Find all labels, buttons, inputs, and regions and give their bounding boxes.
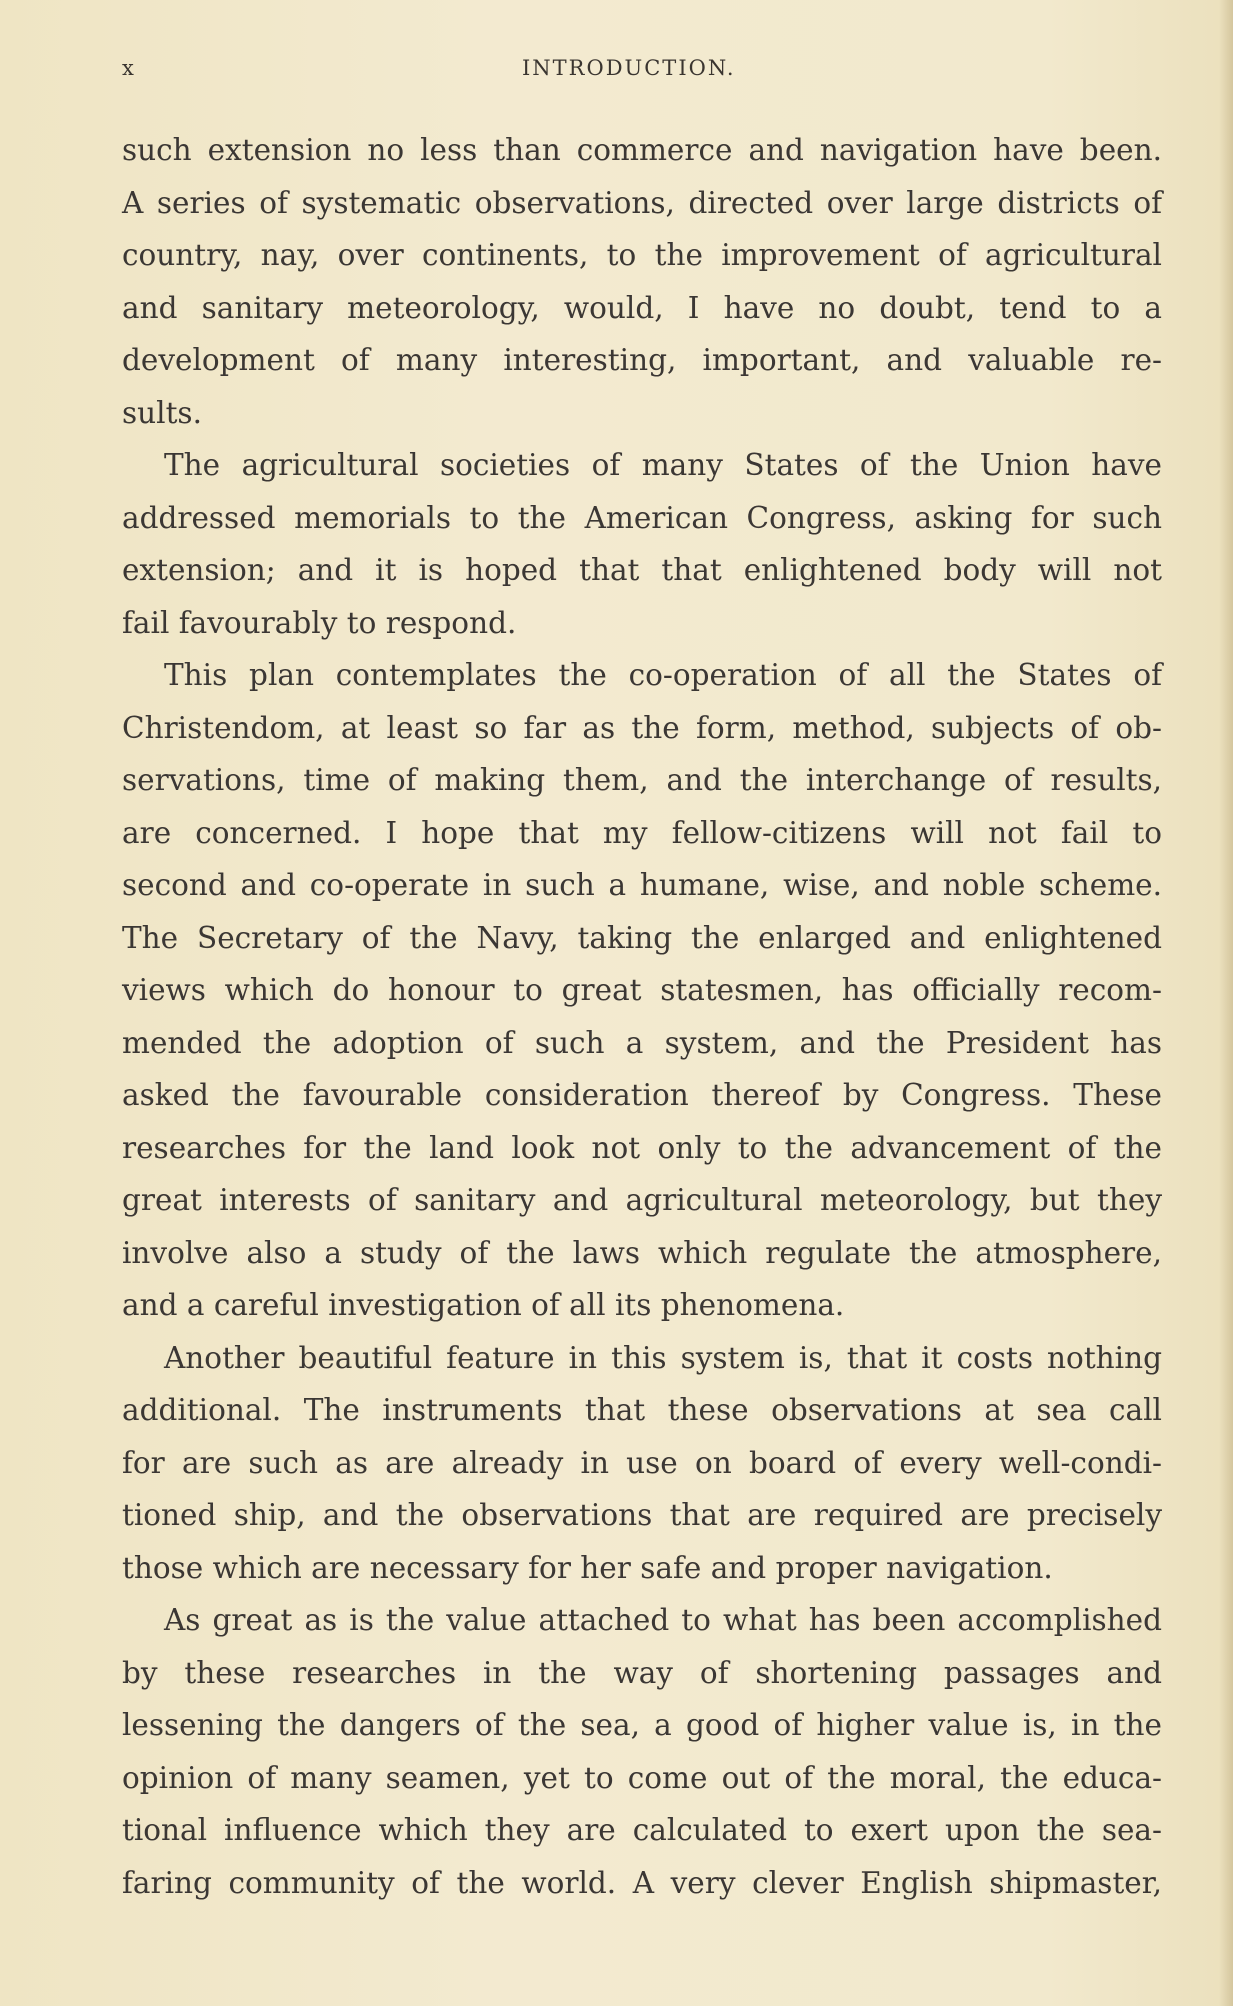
- text-line: fail favourably to respond.: [122, 605, 517, 640]
- text-line: faring community of the world. A very clever English shipmaster,: [122, 1865, 1162, 1900]
- text-line: views which do honour to great statesmen, has officially recom-: [122, 973, 1162, 1007]
- text-line: for are such as are already in use on board of every well-condi-: [122, 1445, 1162, 1480]
- text-line: asked the favourable consideration thereof by Congress. These: [122, 1078, 1162, 1112]
- text-line: mended the adoption of such a system, and the President has: [122, 1025, 1162, 1060]
- text-line: involve also a study of the laws which regulate the atmosphere,: [122, 1235, 1162, 1270]
- body-text: [122, 124, 1162, 1909]
- page-header: [122, 56, 1172, 96]
- page-edge-shadow: [1219, 0, 1233, 2006]
- paragraph-first-line: Another beautiful feature in this system is, that it costs nothing: [164, 1340, 1162, 1375]
- text-line: additional. The instruments that these observations at sea call: [122, 1393, 1162, 1427]
- text-line: those which are necessary for her safe and proper navigation.: [122, 1550, 1053, 1585]
- text-line: by these researches in the way of shortening passages and: [122, 1655, 1162, 1690]
- paragraph-first-line: As great as is the value attached to what has been accomplished: [164, 1603, 1162, 1637]
- text-line: addressed memorials to the American Congress, asking for such: [122, 500, 1162, 535]
- text-line: second and co-operate in such a humane, wise, and noble scheme.: [122, 868, 1162, 902]
- text-line: servations, time of making them, and the interchange of results,: [122, 763, 1162, 797]
- text-line: Christendom, at least so far as the form, method, subjects of ob-: [122, 710, 1162, 745]
- text-line: great interests of sanitary and agricultural meteorology, but they: [122, 1183, 1162, 1217]
- text-line: opinion of many seamen, yet to come out of the moral, the educa-: [122, 1760, 1162, 1795]
- text-line: development of many interesting, important, and valuable re-: [122, 343, 1162, 377]
- text-line: tioned ship, and the observations that are required are precisely: [122, 1498, 1162, 1532]
- text-line: extension; and it is hoped that that enlightened body will not: [122, 553, 1162, 587]
- running-head: INTRODUCTION.: [522, 56, 736, 80]
- text-line: and sanitary meteorology, would, I have no doubt, tend to a: [122, 290, 1162, 325]
- text-line: are concerned. I hope that my fellow-citizens will not fail to: [122, 815, 1162, 850]
- paragraph-first-line: This plan contemplates the co-operation of all the States of: [164, 658, 1162, 692]
- text-line: and a careful investigation of all its phenomena.: [122, 1288, 845, 1322]
- text-line: The Secretary of the Navy, taking the enlarged and enlightened: [122, 920, 1162, 955]
- text-line: country, nay, over continents, to the improvement of agricultural: [122, 238, 1162, 272]
- paragraph-first-line: The agricultural societies of many States of the Union have: [164, 448, 1162, 482]
- text-line: A series of systematic observations, directed over large districts of: [122, 185, 1162, 220]
- text-line: sults.: [122, 395, 202, 430]
- text-line: researches for the land look not only to the advancement of the: [122, 1130, 1162, 1165]
- text-line: tional influence which they are calculated to exert upon the sea-: [122, 1813, 1162, 1847]
- text-line: such extension no less than commerce and navigation have been.: [122, 133, 1162, 167]
- text-line: lessening the dangers of the sea, a good of higher value is, in the: [122, 1708, 1162, 1742]
- page-number: x: [122, 56, 136, 80]
